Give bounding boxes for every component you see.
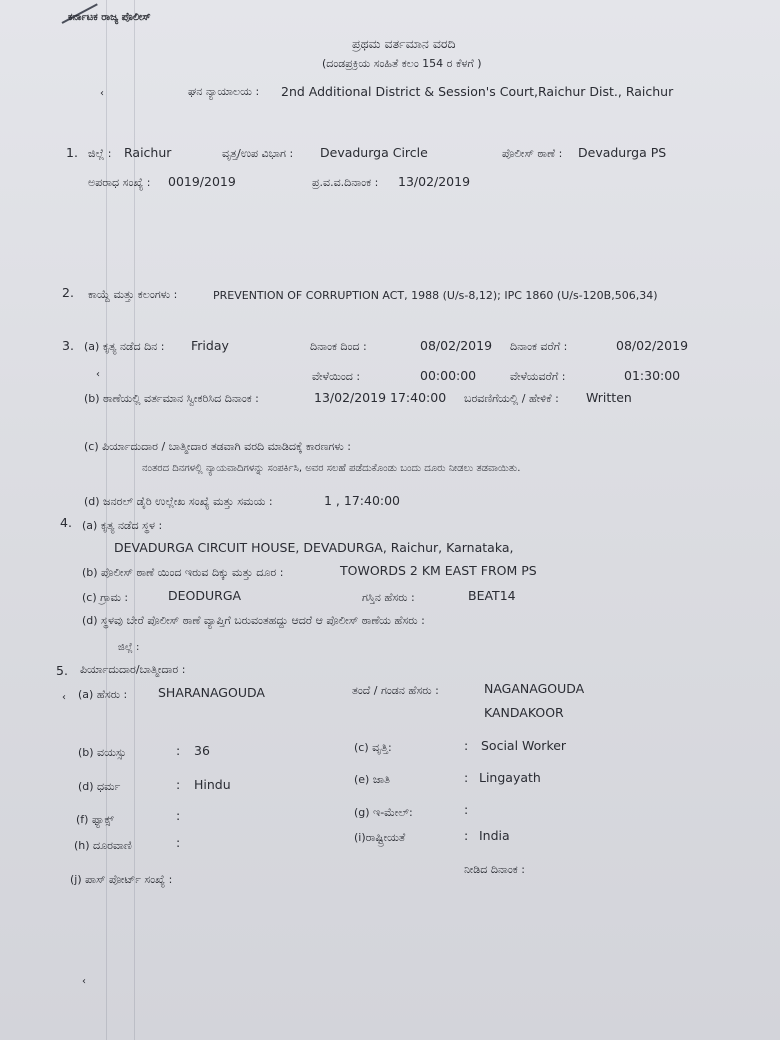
section-4-number: 4. (60, 515, 72, 530)
time-to-label: ವೇಳೆಯವರೆಗೆ : (510, 370, 566, 383)
fax-label: (f) ಫ್ಯಾಕ್ಸ್ (76, 813, 114, 826)
section-5-number: 5. (56, 663, 68, 678)
village-label: (c) ಗ್ರಾಮ : (82, 591, 129, 604)
section-2-number: 2. (62, 285, 74, 300)
circle-value: Devadurga Circle (320, 145, 428, 160)
occupation-colon: : (464, 738, 469, 753)
complainant-name-value: SHARANAGOUDA (158, 685, 265, 700)
email-colon: : (464, 802, 469, 817)
father-name-line-1: NAGANAGOUDA (484, 681, 585, 696)
time-from-label: ವೇಳೆಯಿಂದ : (312, 370, 361, 383)
phone-label: (h) ದೂರವಾಣಿ (74, 839, 132, 852)
margin-mark: ‹ (96, 369, 100, 380)
police-station-value: Devadurga PS (578, 145, 667, 160)
district-value: Raichur (124, 145, 172, 160)
date-to-label: ದಿನಾಂಕ ವರೆಗೆ : (510, 340, 568, 353)
direction-distance-label: (b) ಪೊಲೀಸ್ ಠಾಣೆ ಯಿಂದ ಇರುವ ದಿಕ್ಕು ಮತ್ತು ದೂರ : (82, 566, 284, 579)
court-label: ಘನ ನ್ಯಾಯಾಲಯ : (188, 85, 260, 98)
religion-colon: : (176, 777, 181, 792)
margin-mark: ‹ (62, 692, 66, 703)
caste-colon: : (464, 770, 469, 785)
section-1-number: 1. (66, 145, 78, 160)
age-value: 36 (194, 743, 210, 758)
document-subtitle: (ದಂಡಪ್ರಕ್ರಿಯ ಸಂಹಿತೆ ಕಲಂ 154 ರ ಕೆಳಗೆ ) (322, 57, 482, 70)
caste-value: Lingayath (479, 770, 541, 785)
age-colon: : (176, 743, 181, 758)
passport-number-label: (j) ಪಾಸ್ ಪೋರ್ಟ್ ಸಂಖ್ಯೆ : (70, 873, 173, 886)
complainant-heading: ಪಿರ್ಯಾದುದಾರ/ಬಾತ್ಮೀದಾರ : (80, 663, 186, 676)
nationality-value: India (479, 828, 510, 843)
caste-label: (e) ಜಾತಿ (354, 773, 390, 786)
time-to-value: 01:30:00 (624, 368, 681, 383)
general-diary-value: 1 , 17:40:00 (324, 493, 401, 508)
document-title: ಪ್ರಥಮ ವರ್ತಮಾನ ವರದಿ (352, 36, 456, 51)
fir-date-value: 13/02/2019 (398, 174, 471, 189)
father-name-label: ತಂದೆ / ಗಂಡನ ಹೆಸರು : (352, 684, 439, 697)
fir-date-label: ಪ್ರ.ವ.ವ.ದಿನಾಂಕ : (312, 176, 379, 189)
occupation-value: Social Worker (481, 738, 567, 753)
place-value: DEVADURGA CIRCUIT HOUSE, DEVADURGA, Raichur, Karnataka, (114, 540, 514, 555)
occurrence-day-label: (a) ಕೃತ್ಯ ನಡೆದ ದಿನ : (84, 340, 165, 353)
phone-colon: : (176, 835, 181, 850)
email-label: (g) ಇ-ಮೇಲ್: (354, 806, 413, 819)
info-received-value: 13/02/2019 17:40:00 (314, 390, 447, 405)
fax-colon: : (176, 808, 181, 823)
delay-reason-value: ನಂತರದ ದಿನಗಳಲ್ಲಿ ನ್ಯಾಯವಾದಿಗಳನ್ನು ಸಂಪರ್ಕಿಸಿ, ಅವರ ಸಲಹೆ ಪಡೆದುಕೊಂಡು ಬಂದು ದೂರು ನೀಡಲು ತಡವಾಯಿತು. (142, 463, 521, 474)
religion-value: Hindu (194, 777, 231, 792)
acts-label: ಕಾಯ್ದೆ ಮತ್ತು ಕಲಂಗಳು : (88, 288, 178, 301)
date-from-value: 08/02/2019 (420, 338, 493, 353)
info-mode-value: Written (586, 390, 632, 405)
police-station-label: ಪೊಲೀಸ್ ಠಾಣೆ : (502, 147, 563, 160)
court-value: 2nd Additional District & Session's Court,Raichur Dist., Raichur (281, 84, 674, 99)
occupation-label: (c) ವೃತ್ತಿ: (354, 741, 392, 754)
margin-mark: ‹ (82, 976, 86, 987)
department-name: ಕರ್ನಾಟಕ ರಾಜ್ಯ ಪೊಲೀಸ್ (68, 12, 151, 23)
other-ps-label: (d) ಸ್ಥಳವು ಬೇರೆ ಪೊಲೀಸ್ ಠಾಣೆ ವ್ಯಾಪ್ತಿಗೆ ಬರುವಂತಹದ್ದು ಆದರೆ ಆ ಪೊಲೀಸ್ ಠಾಣೆಯ ಹೆಸರು : (82, 614, 425, 627)
delay-reason-label: (c) ಪಿರ್ಯಾದುದಾರ / ಬಾತ್ಮೀದಾರ ತಡವಾಗಿ ವರದಿ ಮಾಡಿದಕ್ಕೆ ಕಾರಣಗಳು : (84, 440, 352, 453)
date-from-label: ದಿನಾಂಕ ದಿಂದ : (310, 340, 367, 353)
section-3-number: 3. (62, 338, 74, 353)
nationality-colon: : (464, 828, 469, 843)
place-label: (a) ಕೃತ್ಯ ನಡೆದ ಸ್ಥಳ : (82, 519, 163, 532)
occurrence-day-value: Friday (191, 338, 229, 353)
religion-label: (d) ಧರ್ಮ (78, 780, 121, 793)
direction-distance-value: TOWORDS 2 KM EAST FROM PS (340, 563, 537, 578)
crime-number-label: ಅಪರಾಧ ಸಂಖ್ಯೆ : (88, 176, 151, 189)
crime-number-value: 0019/2019 (168, 174, 236, 189)
village-value: DEODURGA (168, 588, 242, 603)
circle-label: ವೃತ್ತ/ಉಪ ವಿಭಾಗ : (222, 147, 294, 160)
info-mode-label: ಬರವಣಿಗೆಯಲ್ಲಿ / ಹೇಳಿಕೆ : (464, 392, 559, 405)
complainant-name-label: (a) ಹೆಸರು : (78, 688, 128, 701)
date-to-value: 08/02/2019 (616, 338, 689, 353)
father-name-line-2: KANDAKOOR (484, 705, 564, 720)
district-label: ಜಿಲ್ಲೆ : (88, 147, 112, 160)
info-received-label: (b) ಠಾಣೆಯಲ್ಲಿ ವರ್ತಮಾನ ಸ್ವೀಕರಿಸಿದ ದಿನಾಂಕ : (84, 392, 259, 405)
general-diary-label: (d) ಜನರಲ್ ಡೈರಿ ಉಲ್ಲೇಖ ಸಂಖ್ಯೆ ಮತ್ತು ಸಮಯ : (84, 495, 273, 508)
time-from-value: 00:00:00 (420, 368, 477, 383)
nationality-label: (i)ರಾಷ್ಟ್ರೀಯತೆ (354, 831, 406, 844)
age-label: (b) ವಯಸ್ಸು (78, 746, 127, 759)
beat-value: BEAT14 (468, 588, 516, 603)
margin-mark: ‹ (100, 88, 104, 99)
passport-issued-date-label: ನೀಡಿದ ದಿನಾಂಕ : (464, 863, 525, 876)
acts-value: PREVENTION OF CORRUPTION ACT, 1988 (U/s-8,12); IPC 1860 (U/s-120B,506,34) (213, 289, 658, 302)
beat-label: ಗಸ್ತಿನ ಹೆಸರು : (362, 591, 415, 604)
other-district-label: ಜಿಲ್ಲೆ : (118, 642, 140, 653)
